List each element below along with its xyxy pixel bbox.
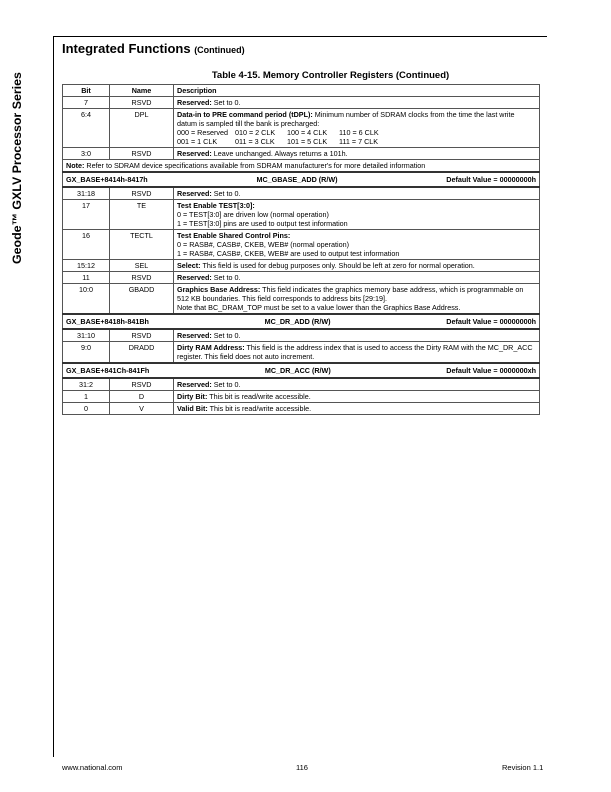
register-table <box>62 84 540 415</box>
table-row <box>63 342 540 364</box>
footer-revision: Revision 1.1 <box>502 763 544 772</box>
top-rule <box>53 36 547 37</box>
name-cell: TE <box>110 200 174 230</box>
bit-cell: 10:0 <box>63 284 110 315</box>
section-register: MC_GBASE_ADD (R/W) <box>256 175 338 184</box>
field-label: Reserved: <box>177 149 212 158</box>
field-label: Dirty RAM Address: <box>177 343 245 352</box>
table-row <box>63 329 540 342</box>
header-title: Integrated Functions <box>62 41 191 56</box>
section-cell <box>63 363 540 378</box>
note-label: Note: <box>66 161 85 170</box>
field-label: Select: <box>177 261 201 270</box>
bit-cell: 11 <box>63 272 110 284</box>
section-default: Default Value = 00000000h <box>446 175 536 184</box>
table-row <box>63 260 540 272</box>
bit-cell: 6:4 <box>63 109 110 148</box>
field-label: Reserved: <box>177 273 212 282</box>
section-cell <box>63 172 540 187</box>
description-cell <box>174 391 540 403</box>
side-series-title: Geode™ GXLV Processor Series <box>10 72 24 264</box>
name-cell: V <box>110 403 174 415</box>
section-default: Default Value = 0000000xh <box>446 366 536 375</box>
option: 110 = 6 CLK <box>339 128 379 137</box>
note-text: Refer to SDRAM device specifications available from SDRAM manufacturer's for more detailed information <box>86 161 426 170</box>
option: 100 = 4 CLK <box>287 128 328 137</box>
description-cell <box>174 272 540 284</box>
table-header-row <box>63 85 540 97</box>
field-label: Data-in to PRE command period (tDPL): <box>177 110 313 119</box>
name-cell: RSVD <box>110 272 174 284</box>
field-text: Minimum number of SDRAM clocks from the time the last write datum is sampled till the bank is precharged: <box>177 110 515 128</box>
name-cell: DRADD <box>110 342 174 364</box>
col-name: Name <box>110 85 174 97</box>
description-cell <box>174 187 540 200</box>
table-row <box>63 403 540 415</box>
bit-cell: 7 <box>63 97 110 109</box>
table-row <box>63 272 540 284</box>
field-label: Dirty Bit: <box>177 392 208 401</box>
bit-cell: 9:0 <box>63 342 110 364</box>
table-row <box>63 378 540 391</box>
description-cell <box>174 403 540 415</box>
option: 000 = Reserved <box>177 128 228 137</box>
name-cell: DPL <box>110 109 174 148</box>
description-cell <box>174 342 540 364</box>
field-text: This field is the address index that is used to access the Dirty RAM with the MC_DR_ACC register. This field does not auto increment. <box>177 343 533 361</box>
table-row <box>63 391 540 403</box>
option: 101 = 5 CLK <box>287 137 328 146</box>
section-default: Default Value = 00000000h <box>446 317 536 326</box>
description-cell <box>174 109 540 148</box>
field-label: Reserved: <box>177 98 212 107</box>
bit-cell: 31:10 <box>63 329 110 342</box>
description-cell <box>174 97 540 109</box>
bit-cell: 31:2 <box>63 378 110 391</box>
section-address: GX_BASE+8414h-8417h <box>66 175 148 184</box>
name-cell: RSVD <box>110 97 174 109</box>
name-cell: RSVD <box>110 148 174 160</box>
option: 001 = 1 CLK <box>177 137 218 146</box>
note-row <box>63 160 540 173</box>
footer-website: www.national.com <box>62 763 123 772</box>
field-line: 1 = RASB#, CASB#, CKEB, WEB# are used to output test information <box>177 249 400 258</box>
field-label: Reserved: <box>177 189 212 198</box>
section-row <box>63 314 540 329</box>
name-cell: TECTL <box>110 230 174 260</box>
field-label: Test Enable Shared Control Pins: <box>177 231 291 240</box>
name-cell: D <box>110 391 174 403</box>
field-text: Set to 0. <box>213 273 241 282</box>
description-cell <box>174 329 540 342</box>
field-text: Set to 0. <box>213 331 241 340</box>
name-cell: RSVD <box>110 187 174 200</box>
field-text: This field indicates the graphics memory base address, which is programmable on 512 KB boundaries. This field corresponds to address bits [29:19]. <box>177 285 524 303</box>
field-text: This field is used for debug purposes only. Should be left at zero for normal operation. <box>202 261 475 270</box>
field-note: Note that BC_DRAM_TOP must be set to a value lower than the Graphics Base Address. <box>177 303 461 312</box>
bit-cell: 16 <box>63 230 110 260</box>
table-row <box>63 97 540 109</box>
option: 010 = 2 CLK <box>235 128 276 137</box>
field-text: Set to 0. <box>213 380 241 389</box>
name-cell: GBADD <box>110 284 174 315</box>
field-line: 1 = TEST[3:0] pins are used to output test information <box>177 219 348 228</box>
section-cell <box>63 314 540 329</box>
footer-page-number: 116 <box>296 763 308 772</box>
field-label: Valid Bit: <box>177 404 208 413</box>
name-cell: RSVD <box>110 329 174 342</box>
page-header <box>62 41 245 56</box>
table-row <box>63 187 540 200</box>
section-address: GX_BASE+841Ch-841Fh <box>66 366 150 375</box>
bit-cell: 15:12 <box>63 260 110 272</box>
description-cell <box>174 148 540 160</box>
dpl-options <box>177 128 536 146</box>
bit-cell: 31:18 <box>63 187 110 200</box>
field-label: Test Enable TEST[3:0]: <box>177 201 255 210</box>
table-row <box>63 230 540 260</box>
table-caption: Table 4-15. Memory Controller Registers (Continued) <box>211 70 450 81</box>
field-text: This bit is read/write accessible. <box>209 392 311 401</box>
bit-cell: 3:0 <box>63 148 110 160</box>
col-bit: Bit <box>63 85 110 97</box>
description-cell <box>174 284 540 315</box>
note-cell <box>63 160 540 173</box>
bit-cell: 17 <box>63 200 110 230</box>
table-row <box>63 109 540 148</box>
description-cell <box>174 260 540 272</box>
name-cell: SEL <box>110 260 174 272</box>
field-text: This bit is read/write accessible. <box>209 404 312 413</box>
field-label: Reserved: <box>177 331 212 340</box>
field-text: Leave unchanged. Always returns a 101h. <box>213 149 348 158</box>
header-continued: (Continued) <box>194 45 245 55</box>
option: 111 = 7 CLK <box>339 137 379 146</box>
section-register: MC_DR_ADD (R/W) <box>264 317 331 326</box>
field-line: 0 = RASB#, CASB#, CKEB, WEB# (normal operation) <box>177 240 349 249</box>
bit-cell: 1 <box>63 391 110 403</box>
field-text: Set to 0. <box>213 189 241 198</box>
field-label: Graphics Base Address: <box>177 285 261 294</box>
description-cell <box>174 200 540 230</box>
table-row <box>63 284 540 315</box>
field-text: Set to 0. <box>213 98 241 107</box>
section-row <box>63 172 540 187</box>
left-rule <box>53 36 54 757</box>
section-address: GX_BASE+8418h-841Bh <box>66 317 149 326</box>
description-cell <box>174 378 540 391</box>
option: 011 = 3 CLK <box>235 137 275 146</box>
bit-cell: 0 <box>63 403 110 415</box>
section-register: MC_DR_ACC (R/W) <box>264 366 331 375</box>
table-row <box>63 148 540 160</box>
table-row <box>63 200 540 230</box>
description-cell <box>174 230 540 260</box>
col-description: Description <box>174 85 540 97</box>
field-line: 0 = TEST[3:0] are driven low (normal operation) <box>177 210 329 219</box>
name-cell: RSVD <box>110 378 174 391</box>
field-label: Reserved: <box>177 380 212 389</box>
section-row <box>63 363 540 378</box>
